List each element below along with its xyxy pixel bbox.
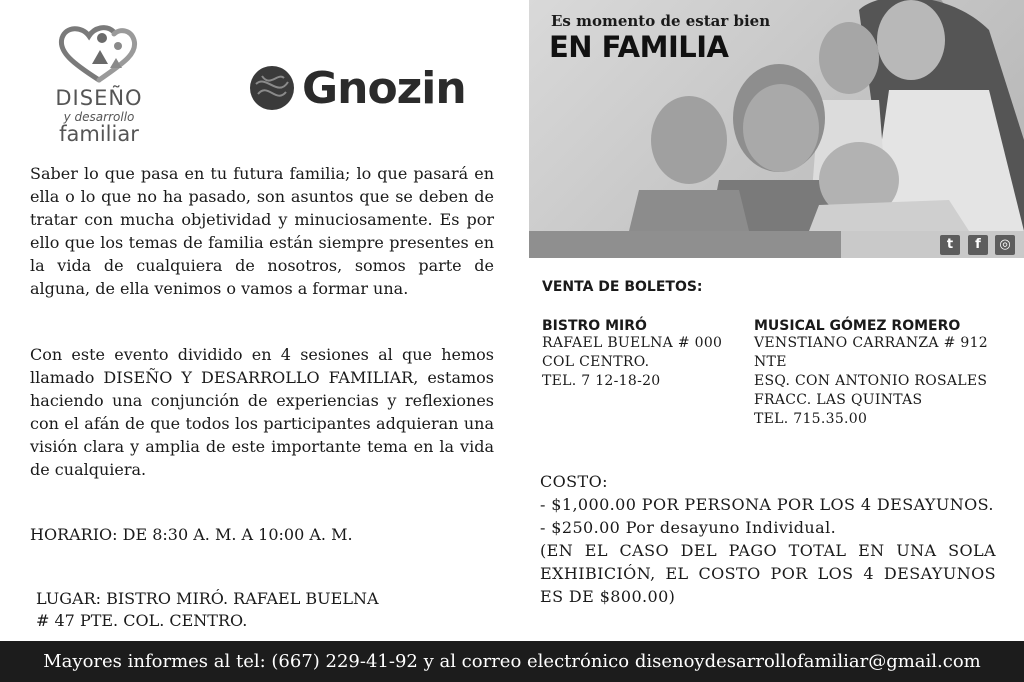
cost-line-single: - $250.00 Por desayuno Individual. — [540, 518, 837, 537]
location-line-1: LUGAR: BISTRO MIRÓ. RAFAEL BUELNA — [36, 589, 379, 608]
venue-line: COL CENTRO. — [542, 354, 650, 370]
hero-subtitle: Es momento de estar bien — [551, 12, 771, 30]
venue-name: BISTRO MIRÓ — [542, 318, 647, 334]
tickets-heading: VENTA DE BOLETOS: — [542, 279, 703, 295]
intro-paragraph: Saber lo que pasa en tu futura familia; lo que pasará en ella o lo que no ha pasado, son asuntos que se deben de tratar con mucha objetividad y minuciosamente. Es por ello que los temas de familia están siempre presentes en la vida de cualquiera de nosotros, somos parte de alguna, de ella venimos o vamos a formar una. — [30, 164, 494, 298]
facebook-icon: f — [968, 235, 988, 255]
venue-line: TEL. 715.35.00 — [754, 411, 868, 427]
venue-line: ESQ. CON ANTONIO ROSALES — [754, 373, 988, 389]
gnozin-wordmark: Gnozin — [302, 62, 466, 114]
venue-line: FRACC. LAS QUINTAS — [754, 392, 923, 408]
cost-line-full: - $1,000.00 POR PERSONA POR LOS 4 DESAYUNOS. — [540, 495, 994, 514]
gnozin-logo — [248, 62, 466, 114]
hero-title: EN FAMILIA — [549, 30, 729, 64]
venue-line: TEL. 7 12-18-20 — [542, 373, 661, 389]
contact-footer: Mayores informes al tel: (667) 229-41-92 y al correo electrónico disenoydesarrollofamiliar@gmail.com — [0, 641, 1024, 682]
venue-bistro-miro — [542, 318, 742, 391]
family-photo — [529, 0, 1024, 258]
scribble-ball-icon — [248, 64, 296, 112]
ddf-logo-line2: y desarrollo — [63, 110, 135, 124]
twitter-icon: t — [940, 235, 960, 255]
venue-line: NTE — [754, 354, 787, 370]
ddf-logo-line3: familiar — [59, 122, 139, 146]
venue-musical-gomez-romero — [754, 318, 1004, 429]
ddf-logo-line1: DISEÑO — [55, 86, 143, 110]
event-paragraph: Con este evento dividido en 4 sesiones al que hemos llamado DISEÑO Y DESARROLLO FAMILIAR, estamos haciendo una conjunción de experiencias y reflexiones con el afán de que todos los participantes adquieran una visión clara y amplia de este importante tema en la vida de cualquiera. — [30, 345, 494, 479]
family-hearts-icon — [44, 24, 154, 84]
location-text — [36, 588, 436, 632]
venue-line: RAFAEL BUELNA # 000 — [542, 335, 723, 351]
venue-line: VENSTIANO CARRANZA # 912 — [754, 335, 988, 351]
venue-name: MUSICAL GÓMEZ ROMERO — [754, 318, 961, 334]
cost-line-note: (EN EL CASO DEL PAGO TOTAL EN UNA SOLA EXHIBICIÓN, EL COSTO POR LOS 4 DESAYUNOS ES DE $800.00) — [540, 541, 996, 606]
schedule-text: HORARIO: DE 8:30 A. M. A 10:00 A. M. — [30, 525, 353, 544]
cost-heading: COSTO: — [540, 472, 608, 491]
ddf-logo — [44, 24, 154, 150]
instagram-icon: ◎ — [995, 235, 1015, 255]
cost-block — [540, 470, 996, 608]
location-line-2: # 47 PTE. COL. CENTRO. — [36, 611, 248, 630]
